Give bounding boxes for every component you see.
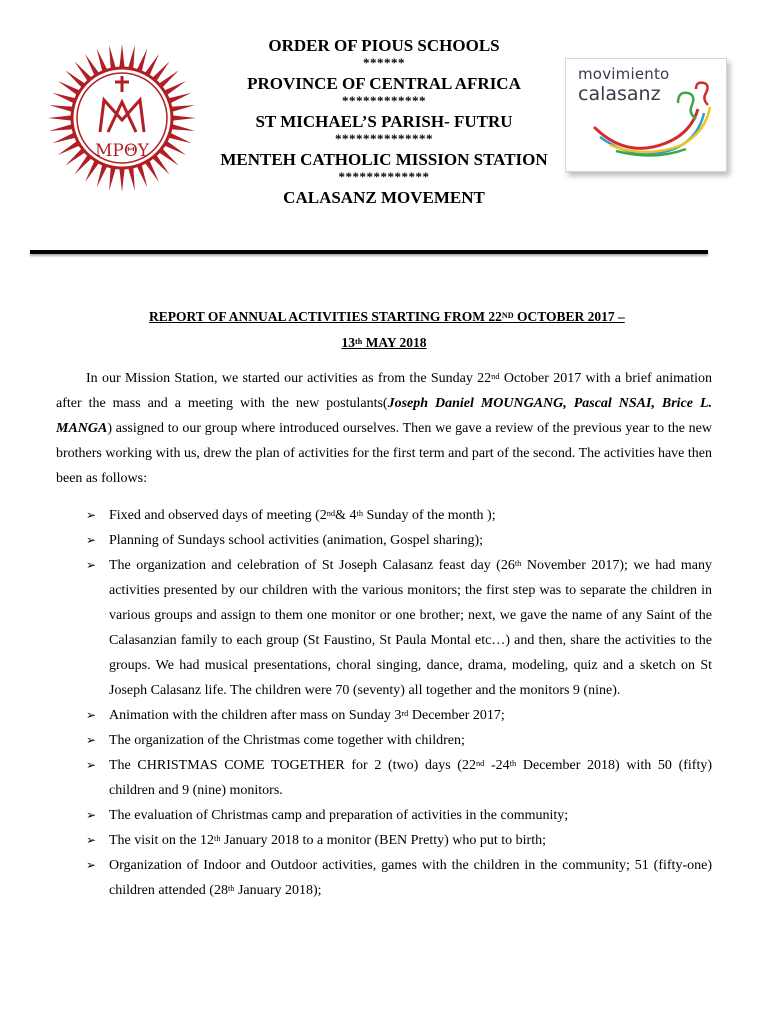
list-item: ➢ The evaluation of Christmas camp and preparation of activities in the community; <box>56 803 712 828</box>
list-item: ➢ The CHRISTMAS COME TOGETHER for 2 (two) days (22nd -24th December 2018) with 50 (fifty) children and 9 (nine) monitors. <box>56 753 712 803</box>
logo-line-1: movimiento <box>578 65 670 83</box>
list-item: ➢ Animation with the children after mass on Sunday 3rd December 2017; <box>56 703 712 728</box>
intro-paragraph <box>56 366 712 491</box>
title-sup: ND <box>501 311 514 321</box>
title-text: REPORT OF ANNUAL ACTIVITIES STARTING FROM 22 <box>149 309 502 324</box>
arrow-bullet-icon: ➢ <box>86 508 97 522</box>
list-item: ➢ The visit on the 12th January 2018 to a monitor (BEN Pretty) who put to birth; <box>56 828 712 853</box>
postulant-names: Joseph Daniel MOUNGANG, Pascal NSAI, Brice L. MANGA <box>56 396 712 436</box>
seal-ray <box>170 115 196 121</box>
logo-line-2: calasanz <box>578 83 661 105</box>
document-header <box>200 36 568 208</box>
arrow-bullet-icon: ➢ <box>86 558 97 572</box>
arrow-bullet-icon: ➢ <box>86 858 97 872</box>
intro-sup: nd <box>491 372 500 382</box>
arrow-bullet-icon: ➢ <box>86 733 97 747</box>
header-movement: CALASANZ MOVEMENT <box>283 188 485 207</box>
seal-ray <box>119 44 125 70</box>
seal-monogram: MPΘY <box>94 141 150 161</box>
list-item: ➢ Fixed and observed days of meeting (2nd& 4th Sunday of the month ); <box>56 503 712 528</box>
report-title <box>56 304 712 356</box>
header-order: ORDER OF PIOUS SCHOOLS <box>268 36 500 55</box>
arrow-bullet-icon: ➢ <box>86 808 97 822</box>
arrow-bullet-icon: ➢ <box>86 708 97 722</box>
title-text: MAY 2018 <box>362 335 427 350</box>
title-sup: th <box>355 337 363 347</box>
arrow-bullet-icon: ➢ <box>86 758 97 772</box>
header-province: PROVINCE OF CENTRAL AFRICA <box>247 74 521 93</box>
intro-text: October 2017 with a brief animation after the mass and a meeting with the new postulants( <box>56 371 712 411</box>
header-stars: ************** <box>335 131 433 146</box>
intro-text: In our Mission Station, we started our activities as from the Sunday 22 <box>86 371 492 386</box>
header-stars: ************ <box>342 93 426 108</box>
activities-list <box>56 503 712 903</box>
list-item: ➢ Organization of Indoor and Outdoor activities, games with the children in the community; 51 (fifty-one) children attended (28th January 2018); <box>56 853 712 903</box>
header-divider <box>30 250 708 254</box>
header-parish: ST MICHAEL’S PARISH- FUTRU <box>255 112 513 131</box>
movimiento-calasanz-logo <box>565 58 727 172</box>
header-stars: ************* <box>338 169 430 184</box>
header-mission: MENTEH CATHOLIC MISSION STATION <box>220 150 548 169</box>
arrow-bullet-icon: ➢ <box>86 533 97 547</box>
header-stars: ****** <box>363 55 405 70</box>
title-text: OCTOBER 2017 – <box>513 309 625 324</box>
list-item: ➢ The organization of the Christmas come together with children; <box>56 728 712 753</box>
title-text: 13 <box>341 335 356 350</box>
list-item: ➢ The organization and celebration of St Joseph Calasanz feast day (26th November 2017); we had many activities presented by our children with the various monitors; the first step was to separate the children in various groups and assign to them one monitor or one brother; next, we gave the name of any Saint of the Calasanzian family to each group (St Faustino, St Paula Montal etc…) and then, share the activities to the groups. We had musical presentations, choral singing, dance, drama, modeling, quiz and a sketch on St Joseph Calasanz life. The children were 70 (seventy) all together and the monitors 9 (nine). <box>56 553 712 703</box>
arrow-bullet-icon: ➢ <box>86 833 97 847</box>
pious-schools-seal <box>42 42 202 194</box>
seal-ray <box>119 166 125 192</box>
intro-text: ) assigned to our group where introduced ourselves. Then we gave a review of the previous year to the new brothers working with us, drew the plan of activities for the first term and part of the second. The activities have then been as follows: <box>56 421 712 486</box>
seal-ray <box>48 115 74 121</box>
list-item: ➢ Planning of Sundays school activities (animation, Gospel sharing); <box>56 528 712 553</box>
